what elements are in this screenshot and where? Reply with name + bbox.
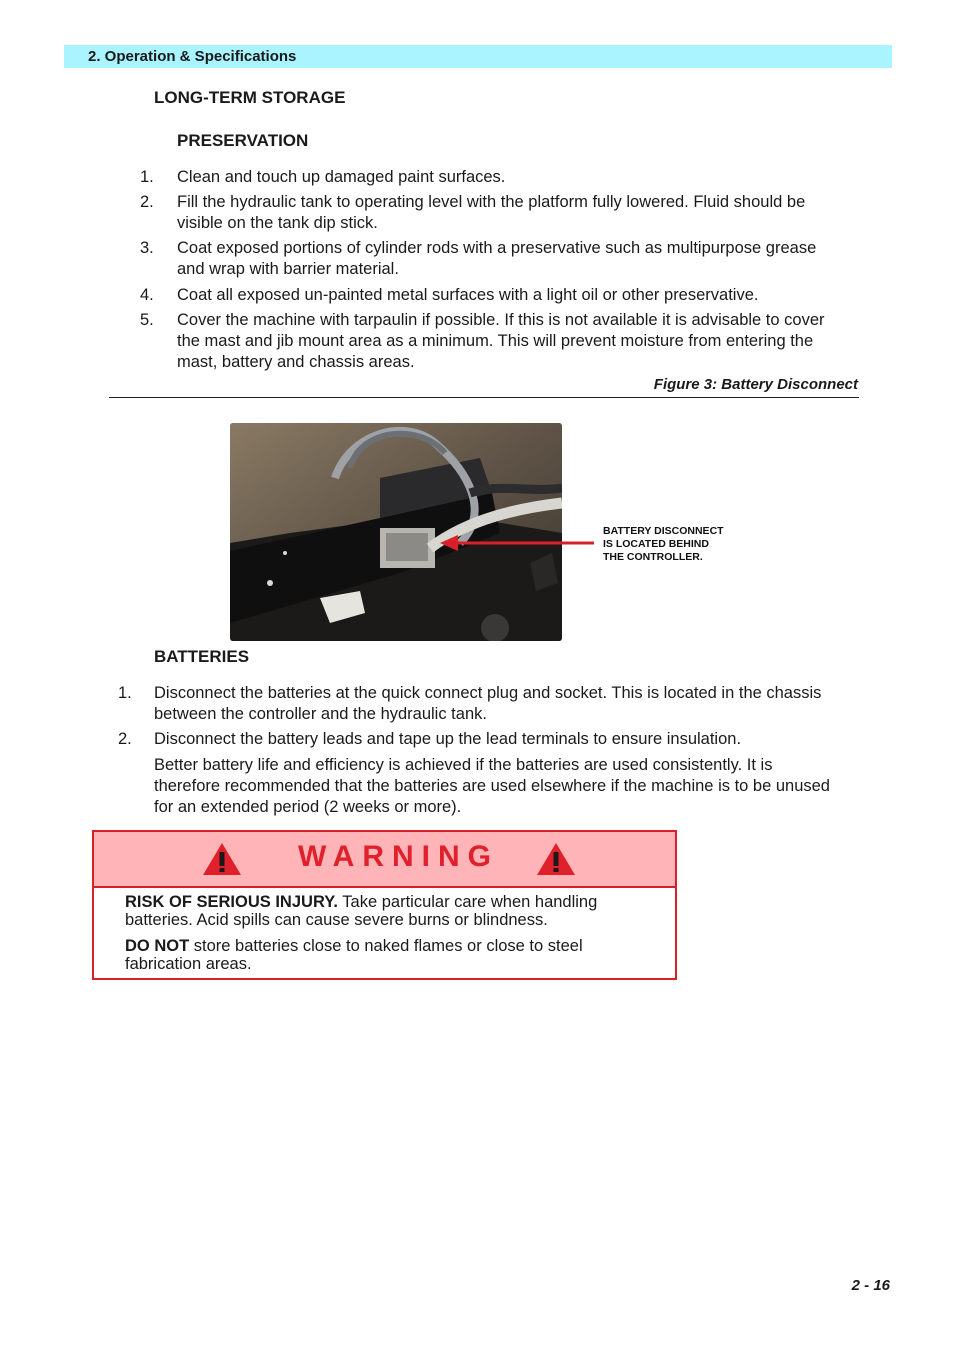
- warning-triangle-icon: [202, 842, 242, 876]
- warning-text: Take particular care when handling: [338, 893, 598, 911]
- warning-text: batteries. Acid spills can cause severe burns or blindness.: [125, 911, 548, 929]
- preservation-heading: PRESERVATION: [177, 131, 309, 150]
- list-item: [177, 238, 816, 280]
- section-title: 2. Operation & Specifications: [88, 48, 297, 65]
- list-item-line: visible on the tank dip stick.: [177, 214, 378, 232]
- list-item-line: Coat all exposed un-painted metal surfaces with a light oil or other preservative.: [177, 286, 759, 304]
- battery-disconnect-photo-drawing: [230, 423, 562, 641]
- list-item-number: 2.: [140, 193, 154, 211]
- list-item: [177, 285, 758, 306]
- list-item-line: Disconnect the battery leads and tape up the lead terminals to ensure insulation.: [154, 730, 742, 748]
- list-item-line: Clean and touch up damaged paint surfaces.: [177, 168, 506, 186]
- batteries-heading: BATTERIES: [154, 647, 250, 666]
- warning-title: WARNING: [298, 840, 499, 873]
- list-item: [177, 192, 805, 234]
- warning-paragraph: [125, 937, 655, 973]
- callout-line: IS LOCATED BEHIND: [603, 538, 709, 550]
- list-item-line: Coat exposed portions of cylinder rods with a preservative such as multipurpose grease: [177, 239, 817, 257]
- callout-line: BATTERY DISCONNECT: [603, 525, 724, 537]
- warning-text: store batteries close to naked flames or close to steel: [189, 937, 583, 955]
- figure-caption: Figure 3: Battery Disconnect: [653, 376, 858, 393]
- list-item-number: 1.: [140, 168, 154, 186]
- note-line: therefore recommended that the batteries are used elsewhere if the machine is to be unused: [154, 777, 830, 795]
- callout-line: THE CONTROLLER.: [603, 551, 703, 563]
- long-term-storage-heading: LONG-TERM STORAGE: [154, 88, 346, 107]
- warning-text: fabrication areas.: [125, 955, 252, 973]
- callout-arrow: [440, 534, 596, 552]
- note-line: Better battery life and efficiency is achieved if the batteries are used consistently. It is: [154, 756, 773, 774]
- list-item-number: 2.: [118, 730, 132, 748]
- list-item-line: mast, battery and chassis areas.: [177, 353, 415, 371]
- list-item-line: Fill the hydraulic tank to operating level with the platform fully lowered. Fluid should be: [177, 193, 806, 211]
- list-item-number: 1.: [118, 684, 132, 702]
- warning-box: [92, 830, 677, 980]
- list-item: [154, 729, 741, 750]
- list-item-line: and wrap with barrier material.: [177, 260, 399, 278]
- list-item: [154, 683, 821, 725]
- list-item-line: between the controller and the hydraulic tank.: [154, 705, 487, 723]
- battery-disconnect-photo: [230, 423, 562, 641]
- warning-header: [94, 832, 675, 888]
- list-item-line: Cover the machine with tarpaulin if possible. If this is not available it is advisable to cover: [177, 311, 825, 329]
- list-item-number: 4.: [140, 286, 154, 304]
- list-item-number: 3.: [140, 239, 154, 257]
- warning-triangle-icon: [536, 842, 576, 876]
- battery-note: [154, 755, 830, 818]
- warning-emphasis: DO NOT: [125, 937, 190, 955]
- warning-emphasis: RISK OF SERIOUS INJURY.: [125, 893, 339, 911]
- list-item: [177, 310, 825, 373]
- list-item-number: 5.: [140, 311, 154, 329]
- figure-divider: [109, 397, 859, 398]
- list-item: [177, 167, 505, 188]
- page-number: 2 - 16: [851, 1277, 890, 1294]
- note-line: for an extended period (2 weeks or more).: [154, 798, 462, 816]
- figure-callout: [603, 525, 724, 564]
- list-item-line: Disconnect the batteries at the quick connect plug and socket. This is located in the chassis: [154, 684, 822, 702]
- warning-paragraph: [125, 893, 655, 929]
- list-item-line: the mast and jib mount area as a minimum. This will prevent moisture from entering the: [177, 332, 814, 350]
- section-header-bar: [64, 45, 892, 68]
